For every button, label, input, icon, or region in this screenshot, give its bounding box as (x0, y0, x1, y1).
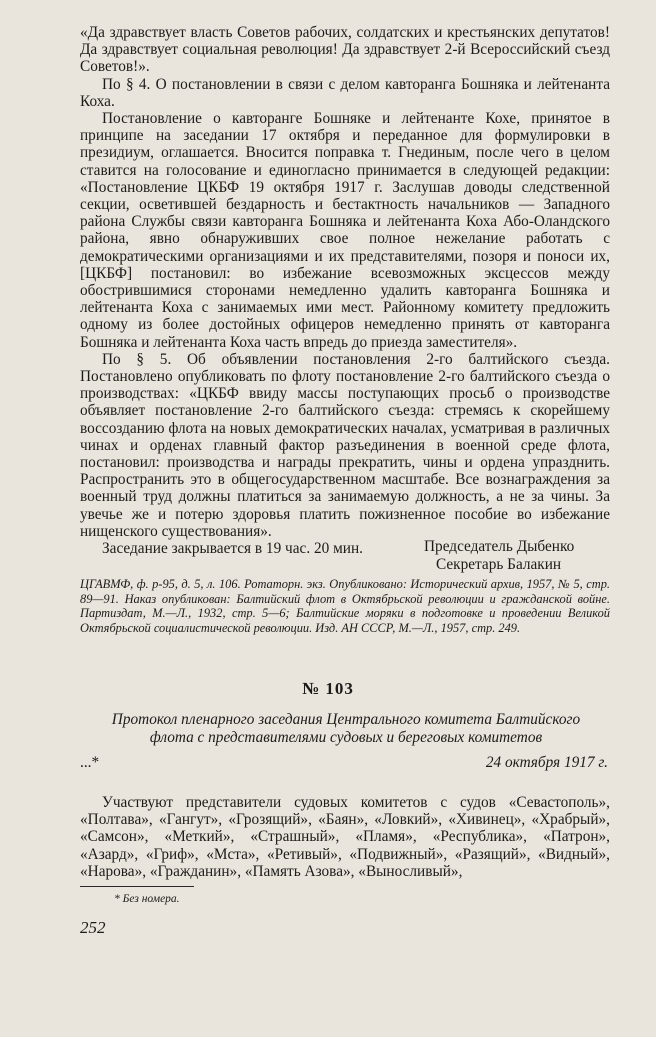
body-text-top (80, 24, 610, 557)
document-number: № 103 (302, 679, 354, 698)
body-text-bottom (80, 794, 610, 880)
signature-secretary: Секретарь Балакин (436, 556, 562, 573)
archival-source-note: ЦГАВМФ, ф. р-95, д. 5, л. 106. Ротаторн. экз. Опубликовано: Исторический архив, 1957, № 5, стр. 89—91. Наказ опубликован: Балтийский флот в Октябрьской революции и гражданской войне. Партиздат, М.—Л., 1932, стр. 5—6; Балтийские моряки в подготовке и проведении Великой Октябрьской социалистической революции. Изд. АН СССР, М.—Л., 1957, стр. 249. (80, 577, 610, 635)
footnote-divider (80, 886, 194, 887)
paragraph-session-closed: Заседание закрывается в 19 час. 20 мин. (102, 540, 363, 558)
footnote: * Без номера. (114, 893, 180, 905)
page-number: 252 (80, 918, 106, 937)
paragraph-resolution-boshnyak: Постановление о кавторанге Бошняке и лейтенанте Кохе, принятое в принципе на заседании 17 октября и переданное для формулировки в президиум, оглашается. Вносится поправка т. Гнединым, после чего в целом ставится на голосование и единогласно принимается в следующей редакции: «Постановление ЦКБФ 19 октября 1917 г. Заслушав доводы следственной секции, осветившей бездарность и бестактность начальников — Западного района Службы связи кавторанга Бошняка и лейтенанта Коха Або-Оландского района, явно обнаруживших свое полное нежелание работать с демократическими организациями и их представителями, позоря и поноси их, [ЦКБФ] постановил: во избежание всевозможных эксцессов между обострившимися сторонами немедленно удалить кавторанга Бошняка и лейтенанта Коха с занимаемых ими мест. Районному комитету предложить одному из более достойных офицеров немедленно принять от кавторанга Бошняка и лейтенанта Коха часть впредь до приезда заместителя». (80, 110, 610, 351)
document-date: 24 октября 1917 г. (485, 754, 608, 771)
document-number-marker: ...* (80, 754, 100, 771)
paragraph-section-4: По § 4. О постановлении в связи с делом кавторанга Бошняка и лейтенанта Коха. (80, 75, 610, 110)
signature-chairman: Председатель Дыбенко (424, 538, 575, 555)
document-title: Протокол пленарного заседания Центрального комитета Балтийского флота с представителями судовых и береговых комитетов (111, 711, 581, 746)
paragraph-slogan: «Да здравствует власть Советов рабочих, солдатских и крестьянских депутатов! Да здравствует социальная революция! Да здравствует 2-й Всероссийский съезд Советов!». (80, 24, 610, 76)
paragraph-section-5: По § 5. Об объявлении постановления 2-го балтийского съезда. Постановлено опубликовать по флоту постановление 2-го балтийского съезда о производствах: «ЦКБФ ввиду массы поступающих просьб о производстве объявляет постановление 2-го балтийского съезда: стремясь к скорейшему воссозданию флота на новых демократических началах, усматривая в различных чинах и орденах главный фактор разъединения в военной среде флота, постановил: производства и награды прекратить, чины и ордена упразднить. Распространить это в общегосударственном масштабе. Все вознаграждения за военный труд должны платиться за занимаемую должность, а не за чины. За увечье же и потерю здоровья платить пожизненное пособие во избежание нищенского существования». (80, 350, 610, 540)
paragraph-participants: Участвуют представители судовых комитетов с судов «Севастополь», «Полтава», «Гангут», «Грозящий», «Баян», «Ловкий», «Хивинец», «Храбрый», «Самсон», «Меткий», «Страшный», «Пламя», «Республика», «Патрон», «Азард», «Гриф», «Мста», «Ретивый», «Подвижный», «Разящий», «Видный», «Нарова», «Гражданин», «Память Азова», «Выносливый», (80, 794, 610, 880)
